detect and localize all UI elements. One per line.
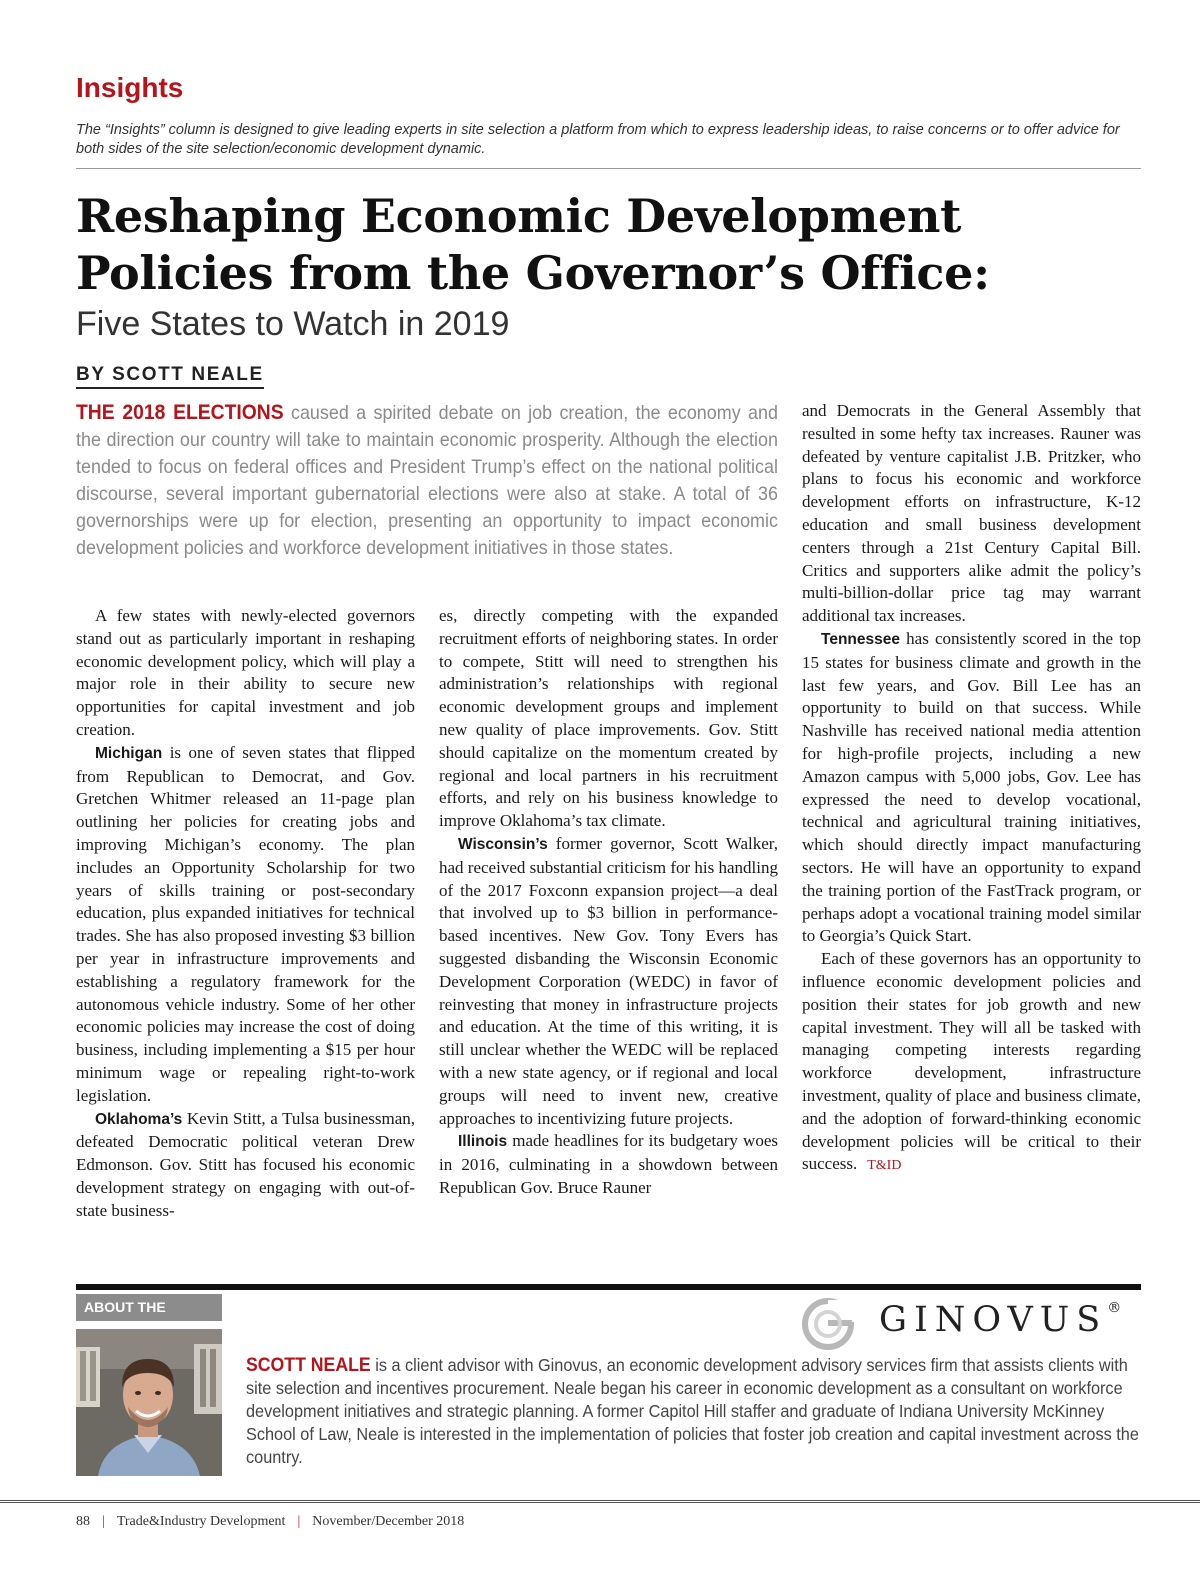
- paragraph: es, directly competing with the expanded recruitment efforts of neighboring states. In order to compete, Stitt will need to strengthen his administration’s relationships with regional economic development groups and implement new quality of place improvements. Gov. Stitt should capitalize on the momentum created by regional and local partners in his recruitment efforts, and rely on his business knowledge to improve Oklahoma’s tax climate.: [439, 606, 778, 831]
- author-name: SCOTT NEALE: [246, 1355, 371, 1376]
- paragraph-text: has consistently scored in the top 15 states for business climate and growth in the last few years, and Gov. Bill Lee has an opportunity to build on that success. While Nashville has received national media attention for high-profile projects, including a new Amazon campus with 5,000 jobs, Gov. Lee has expressed the need to develop vocational, technical and agricultural training initiatives, which should directly impact manufacturing sectors. He will have an opportunity to expand the training portion of the FastTrack program, or perhaps adopt a vocational training model similar to Georgia’s Quick Start.: [802, 628, 1141, 946]
- state-name-michigan: Michigan: [95, 744, 163, 762]
- page-number: 88: [76, 1514, 90, 1529]
- paragraph-oklahoma: [76, 1108, 415, 1223]
- about-author-label: ABOUT THE: [76, 1294, 222, 1321]
- paragraph: and Democrats in the General Assembly that resulted in some hefty tax increases. Rauner was defeated by venture capitalist J.B. Pritzker, who plans to focus his economic and workforce development efforts on infrastructure, K-12 education and small business development centers through a 21st Century Capital Bill. Critics and supporters alike admit the policy’s multi-billion-dollar price tag may warrant additional tax increases.: [802, 401, 1141, 626]
- lede-paragraph: [76, 399, 778, 562]
- subheadline: Five States to Watch in 2019: [76, 305, 510, 343]
- separator: |: [102, 1514, 105, 1529]
- paragraph-michigan: [76, 742, 415, 1108]
- page-footer: [76, 1514, 464, 1530]
- logo-text: GINOVUS: [879, 1300, 1108, 1340]
- headline: [76, 188, 1146, 302]
- article-column-1: [76, 605, 415, 1223]
- divider: [76, 168, 1141, 169]
- lede-lead-in: THE 2018 ELECTIONS: [76, 401, 284, 424]
- intro-note: The “Insights” column is designed to give leading experts in site selection a platform from which to express leadership ideas, to raise concerns or to offer advice for both sides of the site selection/economic development dynamic.: [76, 122, 1120, 157]
- paragraph-text: Kevin Stitt, a Tulsa businessman, defeated Democratic political veteran Drew Edmonson. Gov. Stitt has focused his economic development strategy on engaging with out-of-state business-: [76, 1108, 415, 1220]
- state-name-wisconsin: Wisconsin’s: [458, 835, 548, 853]
- paragraph-text: made headlines for its budgetary woes in 2016, culminating in a showdown between Republican Gov. Bruce Rauner: [439, 1131, 778, 1197]
- section-label: Insights: [76, 72, 184, 103]
- ginovus-logo: [800, 1298, 1141, 1350]
- separator: |: [297, 1514, 301, 1529]
- paragraph-wisconsin: [439, 833, 778, 1130]
- article-column-3: [802, 400, 1141, 1178]
- bio-text: is a client advisor with Ginovus, an economic development advisory services firm that assists clients with site selection and incentives procurement. Neale began his career in economic development as a consultant on workforce development initiatives and strategic planning. A former Capitol Hill staffer and graduate of Indiana University McKinney School of Law, Neale is interested in the implementation of policies that foster job creation and capital investment across the country.: [246, 1355, 1139, 1467]
- footer-divider: [0, 1500, 1200, 1503]
- paragraph-tennessee: [802, 628, 1141, 948]
- author-bio: [246, 1354, 1141, 1469]
- issue-date: November/December 2018: [312, 1514, 465, 1529]
- state-name-tennessee: Tennessee: [821, 630, 900, 648]
- state-name-oklahoma: Oklahoma’s: [95, 1110, 183, 1128]
- paragraph-text: is one of seven states that flipped from Republican to Democrat, and Gov. Gretchen Whitmer released an 11-page plan outlining her policies for creating jobs and improving Michigan’s economy. The plan includes an Opportunity Scholarship for two years of skills training or post-secondary education, plus expanded initiatives for technical trades. She has also proposed investing $3 billion per year in infrastructure improvements and establishing a regulatory framework for the autonomous vehicle industry. Some of her other economic policies may increase the cost of doing business, including implementing a $15 per hour minimum wage or repealing right-to-work legislation.: [76, 742, 415, 1105]
- paragraph-text: former governor, Scott Walker, had received substantial criticism for his handling of the 2017 Foxconn expansion project—a deal that involved up to $3 billion in performance-based incentives. New Gov. Tony Evers has suggested disbanding the Wisconsin Economic Development Corporation (WEDC) in favor of reinvesting that money in infrastructure projects and education. At the time of this writing, it is still unclear whether the WEDC will be replaced with a new state agency, or if regional and local groups will need to invent new, creative approaches to incentivizing future projects.: [439, 833, 778, 1128]
- headline-line-1: Reshaping Economic Development: [76, 189, 962, 243]
- author-divider: [76, 1284, 1141, 1290]
- author-photo: [76, 1329, 222, 1476]
- article-column-2: [439, 605, 778, 1200]
- paragraph-conclusion: [802, 948, 1141, 1178]
- paragraph-illinois: [439, 1130, 778, 1199]
- registered-mark: ®: [1107, 1300, 1122, 1316]
- lede-text: caused a spirited debate on job creation, the economy and the direction our country will take to maintain economic prosperity. Although the election tended to focus on federal offices and President Trump’s effect on the national political discourse, several important gubernatorial elections were also at stake. A total of 36 governorships were up for election, presenting an opportunity to impact economic development policies and workforce development initiatives in those states.: [76, 402, 778, 559]
- state-name-illinois: Illinois: [458, 1133, 508, 1151]
- end-mark: T&ID: [867, 1158, 902, 1174]
- paragraph: A few states with newly-elected governors stand out as particularly important in reshaping economic development policy, which will play a major role in their ability to secure new opportunities for capital investment and job creation.: [76, 606, 415, 739]
- byline: BY SCOTT NEALE: [76, 364, 264, 389]
- publication-name: Trade&Industry Development: [116, 1514, 286, 1529]
- paragraph-text: Each of these governors has an opportunity to influence economic development policies and position their states for job growth and new capital investment. They will all be tasked with managing competing interests regarding workforce development, infrastructure investment, quality of place and business climate, and the adoption of forward-thinking economic development policies will be critical to their success.: [802, 949, 1141, 1174]
- ginovus-logo-icon: [800, 1298, 860, 1350]
- headline-line-2: Policies from the Governor’s Office:: [76, 246, 990, 300]
- logo-wordmark: [879, 1300, 1121, 1340]
